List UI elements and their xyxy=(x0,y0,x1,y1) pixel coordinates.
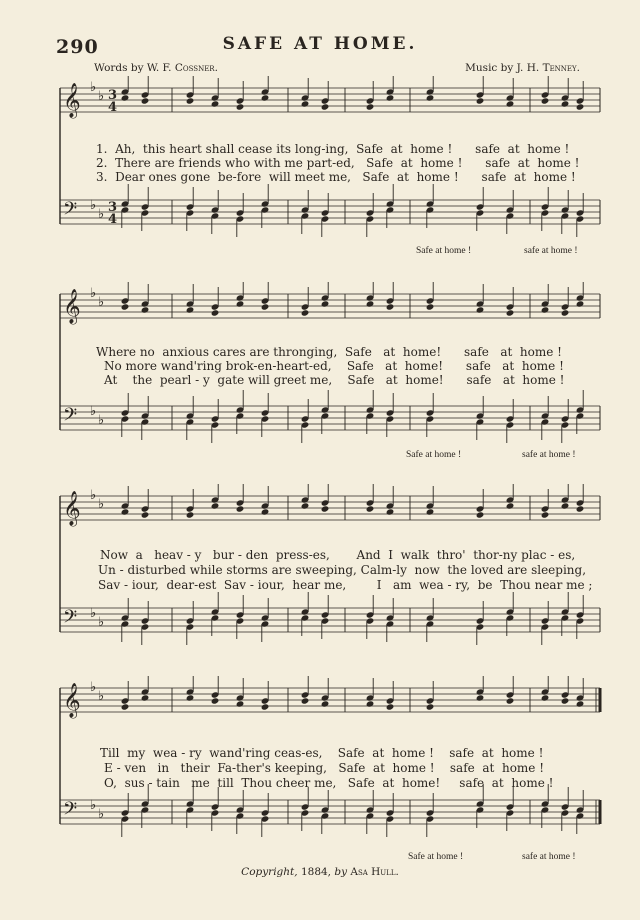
svg-text:𝄢: 𝄢 xyxy=(63,607,78,632)
svg-text:♭: ♭ xyxy=(90,798,97,813)
music-system-1 xyxy=(0,76,640,266)
svg-text:♭: ♭ xyxy=(90,80,97,95)
lyric-line: Where no anxious cares are thronging, Safe at home! safe at home ! xyxy=(96,345,563,359)
bass-response: safe at home ! xyxy=(522,852,576,862)
bass-response: Safe at home ! xyxy=(406,450,462,460)
bass-response: safe at home ! xyxy=(522,450,576,460)
svg-text:♭: ♭ xyxy=(98,89,105,104)
lyric-line: Till my wea - ry wand'ring ceas-es, Safe at home ! safe at home ! xyxy=(100,746,544,760)
music-credit-prefix: Music by J. H. xyxy=(465,62,540,74)
svg-text:4: 4 xyxy=(108,100,118,115)
lyric-line: 3. Dear ones gone be-fore will meet me, Safe at home ! safe at home ! xyxy=(96,170,576,184)
svg-text:𝄞: 𝄞 xyxy=(63,683,81,718)
words-credit-prefix: Words by W. F. xyxy=(94,62,172,74)
music-system-2 xyxy=(0,282,640,472)
svg-text:𝄞: 𝄞 xyxy=(63,83,81,118)
svg-text:𝄢: 𝄢 xyxy=(63,405,78,430)
copyright-name: Asa Hull. xyxy=(350,866,399,878)
lyric-line: E - ven in their Fa-ther's keeping, Safe at home ! safe at home ! xyxy=(104,761,545,775)
bass-response: Safe at home ! xyxy=(408,852,464,862)
svg-text:3: 3 xyxy=(108,200,118,215)
bass-response: safe at home ! xyxy=(524,246,578,256)
lyric-line: No more wand'ring brok-en-heart-ed, Safe at home! safe at home ! xyxy=(104,359,564,373)
copyright-label: Copyright, xyxy=(241,866,298,878)
bass-response: Safe at home ! xyxy=(416,246,472,256)
svg-text:3: 3 xyxy=(108,88,118,103)
svg-text:♭: ♭ xyxy=(90,198,97,213)
copyright-by: by xyxy=(334,866,348,878)
page-number: 290 xyxy=(56,36,99,58)
music-system-3 xyxy=(0,484,640,664)
music-credit xyxy=(465,62,580,74)
svg-text:♭: ♭ xyxy=(98,689,105,704)
words-credit-name: Cossner. xyxy=(174,62,218,74)
hymn-title: SAFE AT HOME. xyxy=(222,34,418,54)
svg-text:♭: ♭ xyxy=(98,497,105,512)
svg-text:♭: ♭ xyxy=(98,807,105,822)
svg-text:𝄢: 𝄢 xyxy=(63,199,78,224)
svg-text:4: 4 xyxy=(108,212,118,227)
svg-text:♭: ♭ xyxy=(90,606,97,621)
lyric-line: At the pearl - y gate will greet me, Safe at home! safe at home ! xyxy=(104,373,565,387)
svg-text:♭: ♭ xyxy=(90,680,97,695)
svg-text:♭: ♭ xyxy=(98,295,105,310)
svg-text:♭: ♭ xyxy=(90,286,97,301)
lyric-line: 2. There are friends who with me part-ed, Safe at home ! safe at home ! xyxy=(96,156,580,170)
lyric-line: O, sus - tain me till Thou cheer me, Safe at home! safe at home ! xyxy=(104,776,554,790)
svg-text:𝄢: 𝄢 xyxy=(63,799,78,824)
words-credit xyxy=(94,62,218,74)
svg-text:♭: ♭ xyxy=(98,413,105,428)
svg-text:♭: ♭ xyxy=(98,615,105,630)
copyright xyxy=(0,866,640,878)
lyric-line: Sav - iour, dear-est Sav - iour, hear me, I am wea - ry, be Thou near me ; xyxy=(98,578,593,592)
svg-text:♭: ♭ xyxy=(98,207,105,222)
music-system-4 xyxy=(0,676,640,866)
lyric-line: 1. Ah, this heart shall cease its long-ing, Safe at home ! safe at home ! xyxy=(96,142,570,156)
copyright-year: 1884, xyxy=(300,866,332,878)
svg-text:𝄞: 𝄞 xyxy=(63,289,81,324)
music-credit-name: Tenney. xyxy=(542,62,580,74)
svg-text:𝄞: 𝄞 xyxy=(63,491,81,526)
lyric-line: Now a heav - y bur - den press-es, And I walk thro' thor-ny plac - es, xyxy=(100,548,576,562)
svg-text:♭: ♭ xyxy=(90,404,97,419)
svg-text:♭: ♭ xyxy=(90,488,97,503)
lyric-line: Un - disturbed while storms are sweeping, Calm-ly now the loved are sleeping, xyxy=(98,563,587,577)
